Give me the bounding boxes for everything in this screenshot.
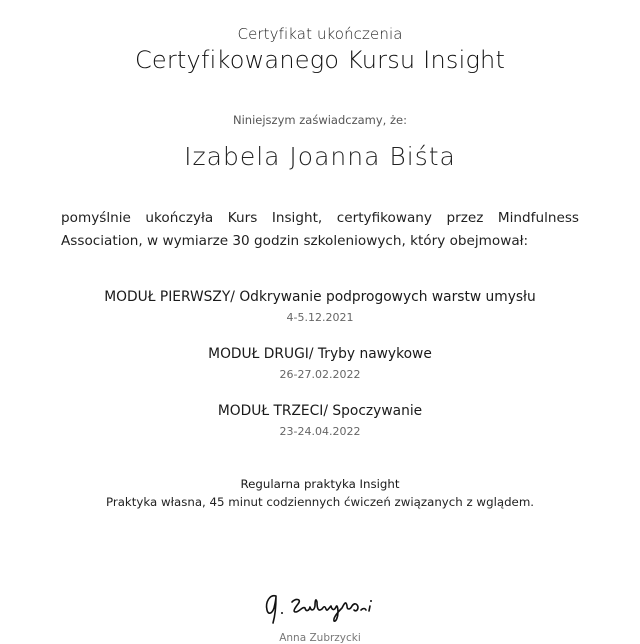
intro-text: Niniejszym zaświadczamy, że: [233, 113, 407, 127]
module-3-date: 23-24.04.2022 [279, 425, 361, 438]
completion-paragraph: pomyślnie ukończyła Kurs Insight, certyfikowany przez Mindfulness Association, w wymiarze 30 godzin szkoleniowych, który obejmował: [61, 210, 579, 249]
signer-name: Anna Zubrzycki [279, 632, 361, 644]
module-3-title: MODUŁ TRZECI/ Spoczywanie [217, 403, 423, 419]
module-2-title: MODUŁ DRUGI/ Tryby nawykowe [208, 346, 432, 362]
module-1-title: MODUŁ PIERWSZY/ Odkrywanie podprogowych warstw umysłu [104, 289, 536, 305]
recipient-name: Izabela Joanna Biśta [184, 142, 456, 171]
signature-icon [262, 588, 380, 626]
certificate-subtitle: Certyfikat ukończenia [237, 25, 403, 43]
practice-title: Regularna praktyka Insight [240, 477, 400, 491]
practice-description: Praktyka własna, 45 minut codziennych ćwiczeń związanych z wglądem. [105, 495, 535, 509]
certificate-title: Certyfikowanego Kursu Insight [134, 46, 506, 74]
module-2-date: 26-27.02.2022 [279, 368, 361, 381]
module-1-date: 4-5.12.2021 [286, 311, 354, 324]
